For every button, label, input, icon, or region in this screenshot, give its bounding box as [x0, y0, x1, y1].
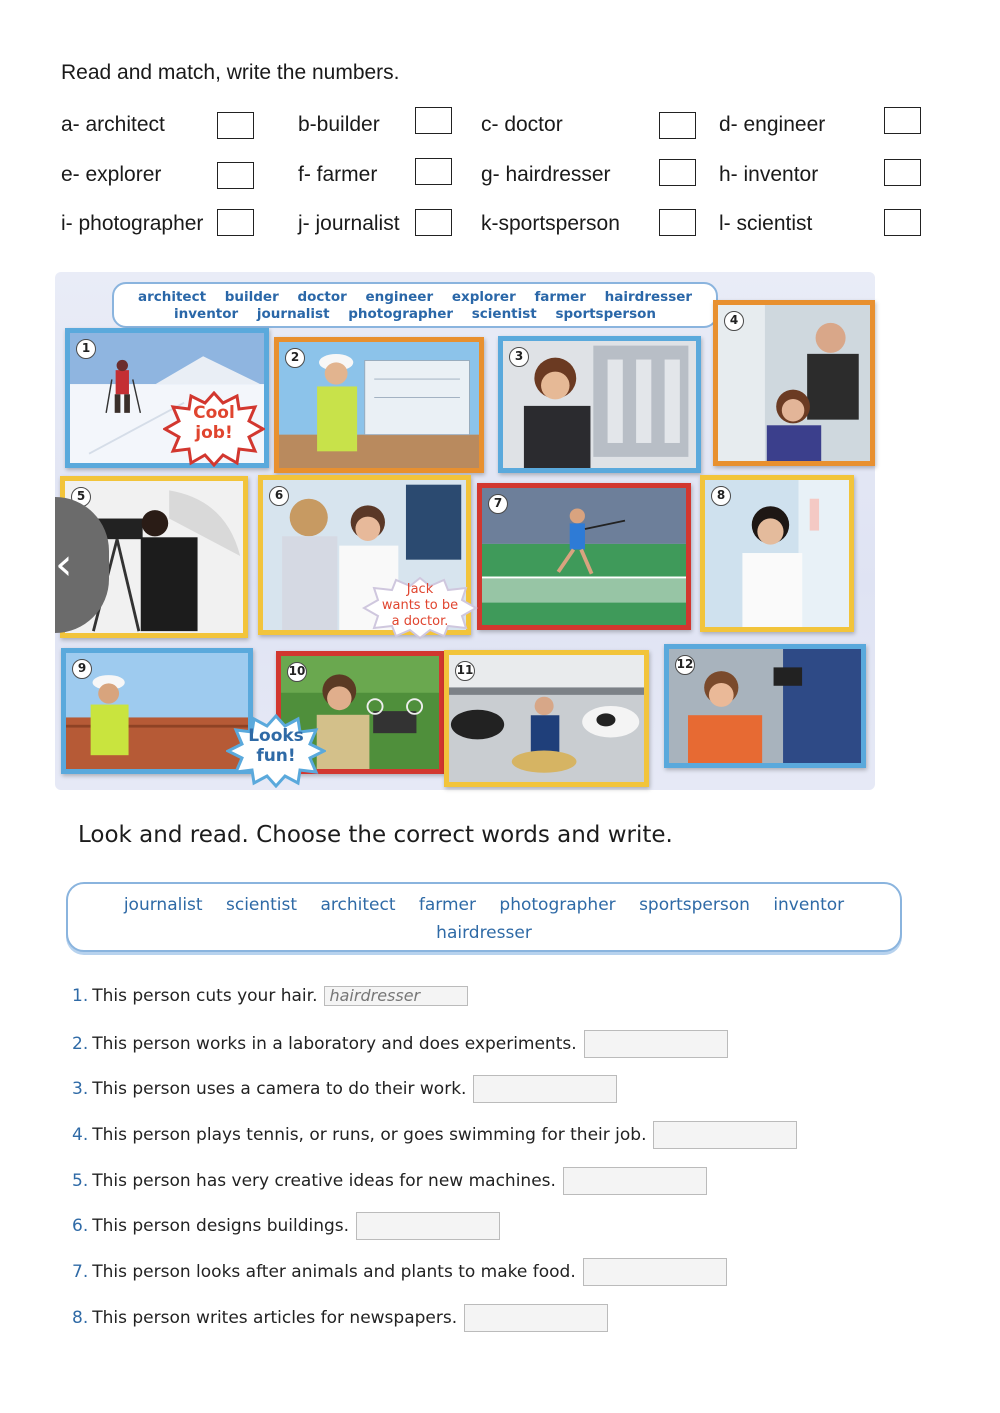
wb2-word: inventor — [773, 895, 845, 915]
photo-number: 12 — [675, 655, 695, 675]
answer-input-3[interactable] — [473, 1075, 617, 1103]
question-number: 6. — [72, 1216, 89, 1236]
question-text: This person has very creative ideas for new machines. — [92, 1171, 556, 1191]
wb2-word: journalist — [123, 895, 203, 915]
question-number: 2. — [72, 1034, 89, 1054]
match-box-f[interactable] — [415, 158, 452, 185]
photo-number: 11 — [455, 661, 475, 681]
tennis-scene — [482, 488, 686, 625]
match-label-d: d- engineer — [719, 113, 826, 136]
question-text: This person cuts your hair. — [92, 986, 318, 1006]
match-instruction: Read and match, write the numbers. — [61, 61, 400, 84]
wb1-word: engineer — [365, 289, 434, 305]
photo-number: 10 — [287, 662, 307, 682]
match-label-a: a- architect — [61, 113, 165, 136]
photo-scientist — [700, 475, 854, 632]
photo-number: 3 — [509, 347, 529, 367]
answer-input-5[interactable] — [563, 1167, 707, 1195]
question-number: 1. — [72, 986, 89, 1006]
wb1-word: scientist — [471, 306, 537, 322]
answer-input-1[interactable]: hairdresser — [324, 986, 468, 1006]
match-label-k: k-sportsperson — [481, 212, 620, 235]
match-box-e[interactable] — [217, 162, 254, 189]
burst-line: fun! — [256, 746, 296, 766]
engineer-scene — [279, 342, 479, 468]
match-box-a[interactable] — [217, 112, 254, 139]
match-box-k[interactable] — [659, 209, 696, 236]
answer-input-6[interactable] — [356, 1212, 500, 1240]
photo-inventor — [498, 336, 701, 473]
question-text: This person looks after animals and plants to make food. — [92, 1262, 576, 1282]
wb2-word: architect — [320, 895, 396, 915]
wb2-word: hairdresser — [436, 923, 532, 943]
answer-input-8[interactable] — [464, 1304, 608, 1332]
wb2-word: farmer — [418, 895, 476, 915]
burst-line: wants to be — [381, 598, 459, 613]
photo-number: 9 — [72, 659, 92, 679]
burst-line: job! — [195, 423, 233, 443]
question-text: This person plays tennis, or runs, or goes swimming for their job. — [92, 1125, 647, 1145]
photo-farmer — [444, 650, 649, 787]
jack-doctor-burst — [362, 576, 478, 640]
question-number: 5. — [72, 1171, 89, 1191]
match-box-b[interactable] — [415, 107, 452, 134]
photo-journalist — [664, 644, 866, 768]
hair-salon-scene — [718, 305, 870, 461]
question-row — [72, 1121, 797, 1149]
match-label-f: f- farmer — [298, 163, 378, 186]
burst-line: Looks — [248, 726, 304, 746]
photo-number: 4 — [724, 311, 744, 331]
builder-scene — [66, 653, 248, 769]
wb2-word: sportsperson — [639, 895, 750, 915]
wb1-word: photographer — [348, 306, 454, 322]
burst-line: Cool — [193, 403, 235, 423]
question-row — [72, 1167, 707, 1195]
question-row — [72, 1075, 617, 1103]
wb2-word: photographer — [499, 895, 616, 915]
match-label-j: j- journalist — [298, 212, 400, 235]
picture-word-bank — [112, 282, 718, 328]
match-box-j[interactable] — [415, 209, 452, 236]
lab-machine-scene — [503, 341, 696, 468]
question-text: This person designs buildings. — [92, 1216, 350, 1236]
photo-number: 6 — [269, 486, 289, 506]
match-box-c[interactable] — [659, 112, 696, 139]
question-row — [72, 986, 468, 1006]
match-label-e: e- explorer — [61, 163, 162, 186]
question-text: This person uses a camera to do their work. — [92, 1079, 467, 1099]
look-read-word-bank — [66, 882, 902, 952]
question-number: 3. — [72, 1079, 89, 1099]
wb2-word: scientist — [225, 895, 298, 915]
question-number: 7. — [72, 1262, 89, 1282]
question-row — [72, 1030, 728, 1058]
look-read-instruction: Look and read. Choose the correct words and write. — [78, 822, 673, 848]
question-number: 8. — [72, 1308, 89, 1328]
wb1-word: hairdresser — [604, 289, 693, 305]
answer-input-4[interactable] — [653, 1121, 797, 1149]
photo-number: 1 — [76, 339, 96, 359]
photo-number: 2 — [285, 348, 305, 368]
cool-job-burst — [163, 391, 265, 467]
burst-line: a doctor. — [391, 614, 449, 629]
question-number: 4. — [72, 1125, 89, 1145]
question-text: This person works in a laboratory and does experiments. — [92, 1034, 577, 1054]
journalist-scene — [669, 649, 861, 763]
wb1-word: explorer — [451, 289, 516, 305]
match-label-c: c- doctor — [481, 113, 563, 136]
match-box-g[interactable] — [659, 159, 696, 186]
photo-number: 5 — [71, 487, 91, 507]
farm-scene — [449, 655, 644, 782]
question-row — [72, 1212, 500, 1240]
answer-input-2[interactable] — [584, 1030, 728, 1058]
photo-sportsperson — [477, 483, 691, 630]
answer-input-7[interactable] — [583, 1258, 727, 1286]
looks-fun-burst — [226, 714, 326, 788]
match-label-l: l- scientist — [719, 212, 813, 235]
wb1-word: inventor — [174, 306, 239, 322]
question-row — [72, 1258, 727, 1286]
photo-builder — [61, 648, 253, 774]
match-box-l[interactable] — [884, 209, 921, 236]
match-label-g: g- hairdresser — [481, 163, 611, 186]
match-label-h: h- inventor — [719, 163, 819, 186]
wb1-word: sportsperson — [555, 306, 656, 322]
photo-engineer — [274, 337, 484, 473]
wb1-word: architect — [137, 289, 207, 305]
question-text: This person writes articles for newspapers. — [92, 1308, 458, 1328]
photo-number: 7 — [488, 494, 508, 514]
question-row — [72, 1304, 608, 1332]
match-box-h[interactable] — [884, 159, 921, 186]
match-label-b: b-builder — [298, 113, 380, 136]
wb1-word: farmer — [534, 289, 586, 305]
photo-number: 8 — [711, 486, 731, 506]
match-box-i[interactable] — [217, 209, 254, 236]
photo-hairdresser — [713, 300, 875, 466]
chevron-left-icon: ‹ — [55, 539, 73, 590]
wb1-word: doctor — [297, 289, 347, 305]
match-box-d[interactable] — [884, 107, 921, 134]
wb1-word: journalist — [256, 306, 330, 322]
wb1-word: builder — [224, 289, 279, 305]
burst-line: Jack — [406, 582, 434, 597]
match-label-i: i- photographer — [61, 212, 204, 235]
